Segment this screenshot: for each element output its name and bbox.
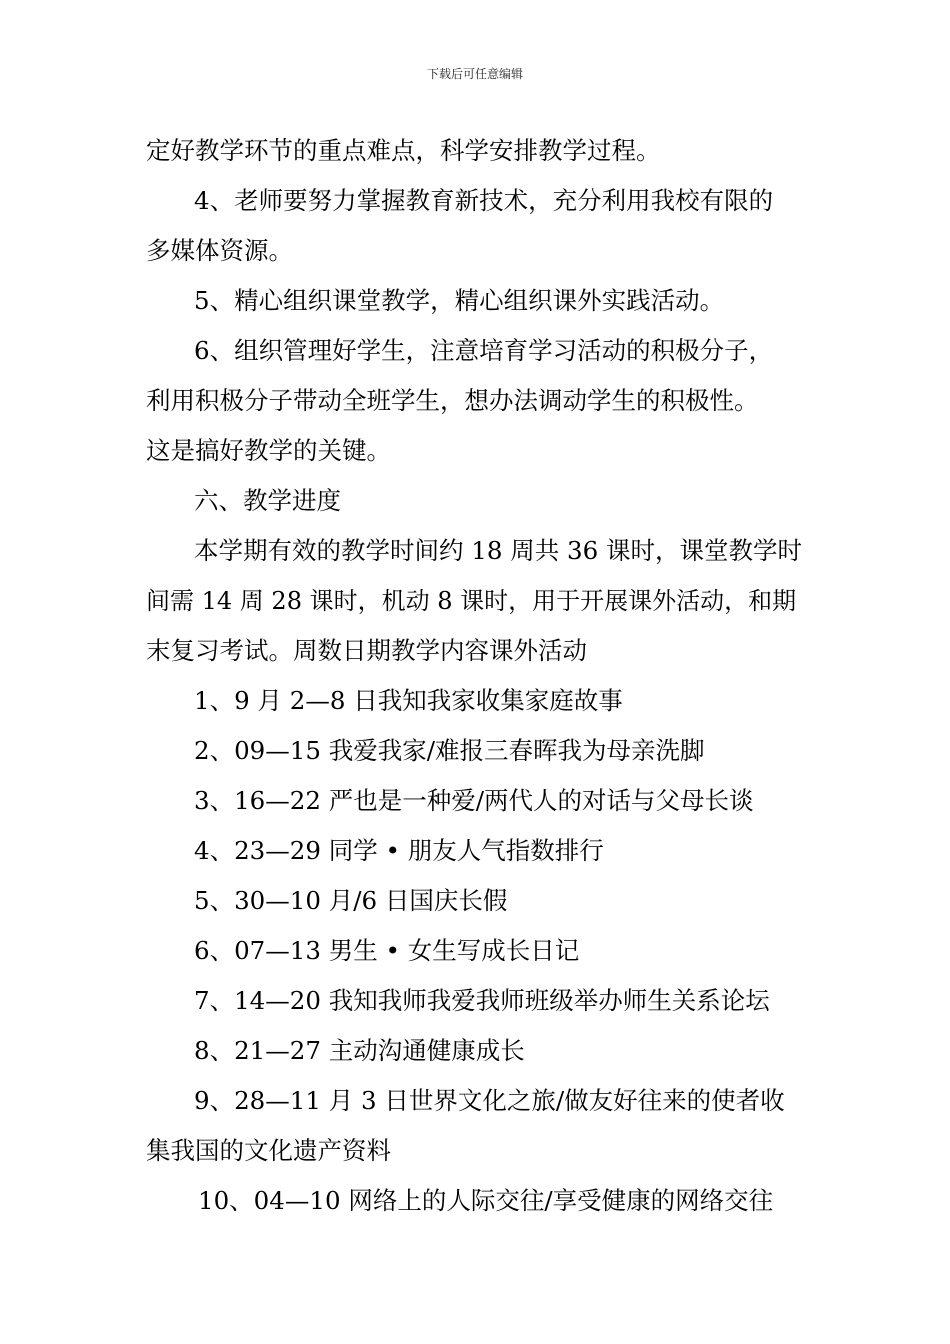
paragraph-line: 多媒体资源。 — [146, 236, 293, 265]
paragraph-line: 这是搞好教学的关键。 — [146, 436, 391, 465]
paragraph-line: 利用积极分子带动全班学生，想办法调动学生的积极性。 — [146, 386, 759, 415]
schedule-item: 3、16—22 严也是一种爱/两代人的对话与父母长谈 — [194, 786, 754, 815]
page-header: 下载后可任意编辑 — [426, 67, 523, 81]
document-body — [146, 126, 808, 1226]
paragraph-line: 定好教学环节的重点难点，科学安排教学过程。 — [146, 136, 661, 165]
schedule-item: 9、28—11 月 3 日世界文化之旅/做友好往来的使者收 — [194, 1086, 785, 1115]
schedule-item: 8、21—27 主动沟通健康成长 — [194, 1036, 525, 1065]
schedule-item: 2、09—15 我爱我家/难报三春晖我为母亲洗脚 — [194, 736, 705, 765]
schedule-item: 5、30—10 月/6 日国庆长假 — [194, 886, 508, 915]
paragraph-line: 集我国的文化遗产资料 — [146, 1136, 391, 1165]
paragraph-line: 间需 14 周 28 课时，机动 8 课时，用于开展课外活动，和期 — [146, 587, 797, 615]
schedule-item: 6、07—13 男生 • 女生写成长日记 — [194, 936, 580, 965]
list-item-5: 5、精心组织课堂教学，精心组织课外实践活动。 — [194, 286, 725, 315]
schedule-item: 4、23—29 同学 • 朋友人气指数排行 — [194, 836, 604, 865]
schedule-item: 7、14—20 我知我师我爱我师班级举办师生关系论坛 — [194, 986, 770, 1015]
list-item-6: 6、组织管理好学生，注意培育学习活动的积极分子， — [194, 336, 774, 365]
schedule-item: 10、04—10 网络上的人际交往/享受健康的网络交往 — [198, 1186, 774, 1215]
paragraph-line: 本学期有效的教学时间约 18 周共 36 课时，课堂教学时 — [194, 536, 802, 565]
list-item-4: 4、老师要努力掌握教育新技术，充分利用我校有限的 — [194, 186, 774, 215]
section-heading: 六、教学进度 — [194, 486, 341, 515]
schedule-item: 1、9 月 2—8 日我知我家收集家庭故事 — [194, 686, 623, 715]
paragraph-line: 末复习考试。周数日期教学内容课外活动 — [146, 636, 587, 665]
